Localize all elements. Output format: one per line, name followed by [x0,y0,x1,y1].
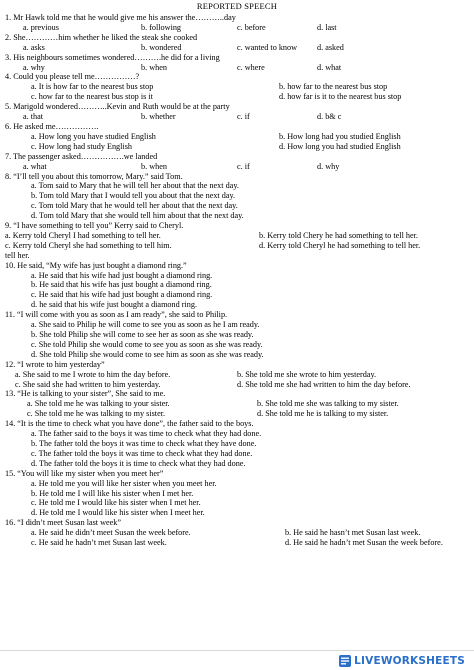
option-d[interactable]: d. She told Philip she would come to see him as soon as she was ready. [31,349,264,359]
option-c[interactable]: c. Kerry told Cheryl she had something to tell him. [5,240,172,250]
option-a[interactable]: a. It is how far to the nearest bus stop [31,82,154,92]
liveworksheets-logo-icon [339,655,351,667]
option-a[interactable]: a. The father said to the boys it was time to check what they had done. [31,429,262,439]
option-d[interactable]: d. He told me I would like his sister when I meet her. [31,508,205,518]
question-list [5,13,467,548]
question-options [5,231,467,241]
liveworksheets-logo[interactable] [339,654,465,667]
option-c[interactable]: c. where [237,62,265,72]
question-options [5,528,467,538]
option-a[interactable]: a. She told me he was talking to your sister. [27,399,170,409]
option-b[interactable]: b. following [141,22,182,32]
option-d[interactable]: d. He said he hadn’t met Susan the week before. [285,538,443,548]
option-a[interactable]: a. what [23,161,47,171]
option-c[interactable]: c. if [237,161,250,171]
option-d[interactable]: d. what [317,62,342,72]
question-stem: 15. “You will like my sister when you meet her” [5,468,164,478]
question-stem: 8. “I’ll tell you about this tomorrow, Mary.” said Tom. [5,171,183,181]
question-options [5,380,467,390]
question-stem: 10. He said, “My wife has just bought a diamond ring.” [5,260,187,270]
question-stem: 5. Marigold wondered………..Kevin and Ruth would be at the party [5,102,230,112]
question-stem: 16. “I didn’t meet Susan last week” [5,518,122,528]
option-c[interactable]: c. He said that his wife had just bought a diamond ring. [31,290,213,300]
question-stem: 1. Mr Hawk told me that he would give me his answer the………..day [5,13,236,22]
option-a[interactable]: a. asks [23,42,45,52]
option-a[interactable]: a. She said to Philip he will come to see you as soon as he I am ready. [31,320,260,330]
option-c[interactable]: c. Tom told Mary that he would tell her about that the next day. [31,201,238,211]
option-a[interactable]: a. How long you have studied English [31,131,156,141]
option-c[interactable]: c. how far to the nearest bus stop is it [31,92,153,102]
question-options [5,162,467,172]
option-a[interactable]: a. Tom said to Mary that he will tell her about that the next day. [31,181,239,191]
option-b[interactable]: b. He said he hasn’t met Susan last week. [285,528,421,538]
option-c[interactable]: c. wanted to know [237,42,298,52]
question-stem: 12. “I wrote to him yesterday” [5,359,105,369]
option-b[interactable]: b. How long had you studied English [279,131,401,141]
option-b[interactable]: b. whether [141,112,176,122]
option-b[interactable]: b. She told me she wrote to him yesterday. [237,369,377,379]
option-b[interactable]: b. She told me she was talking to my sister. [257,399,399,409]
question-stem: 2. She…………him whether he liked the steak she cooked [5,32,198,42]
option-a[interactable]: a. He told me you will like her sister when you meet her. [31,478,217,488]
option-c[interactable]: c. She said she had written to him yesterday. [15,379,161,389]
question-stem: 7. The passenger asked…………….we landed [5,151,158,161]
option-d[interactable]: d. She told me he is talking to my sister. [257,409,389,419]
option-c[interactable]: c. He told me I would like his sister when I met her. [31,498,201,508]
question-options [5,241,467,251]
option-b[interactable]: b. how far to the nearest bus stop [279,82,388,92]
option-a[interactable]: a. Kerry told Cheryl I had something to tell her. [5,230,161,240]
option-a[interactable]: a. why [23,62,45,72]
option-d[interactable]: d. how far is it to the nearest bus stop [279,92,402,102]
question-options [5,92,467,102]
option-c[interactable]: c. He said he hadn’t met Susan last week. [31,538,167,548]
option-c[interactable]: c. The father told the boys it was time to check what they had done. [31,448,253,458]
option-b[interactable]: b. He said that his wife has just bought a diamond ring. [31,280,212,290]
question-options [5,409,467,419]
option-b[interactable]: b. Kerry told Chery he had something to tell her. [259,230,418,240]
option-b[interactable]: b. Tom told Mary that I would tell you about that the next day. [31,191,236,201]
option-c[interactable]: c. How long had study English [31,141,132,151]
option-a[interactable]: a. previous [23,22,59,32]
option-d[interactable]: d. The father told the boys it is time to check what they had done. [31,458,246,468]
option-a[interactable]: a. He said that his wife had just bought a diamond ring. [31,270,213,280]
option-b[interactable]: b. She told Philip she will come to see her as soon as she was ready. [31,330,254,339]
option-d[interactable]: d. last [317,22,337,32]
question-options [5,132,467,142]
question-options [5,370,467,380]
footer-bar [0,650,474,670]
question-options [5,63,467,73]
option-a[interactable]: a. He said he didn’t meet Susan the week before. [31,528,191,538]
option-b[interactable]: b. He told me I will like his sister when I met her. [31,488,194,498]
option-d[interactable]: d. asked [317,42,344,52]
question-options [5,82,467,92]
question-options [5,23,467,33]
question-options [5,112,467,122]
option-c[interactable]: c. She told Philip she would come to see you as soon as she was ready. [31,339,263,349]
question-stem: 11. “I will come with you as soon as I am ready”, she said to Philip. [5,310,228,320]
option-b[interactable]: b. The father told the boys it was time to check what they have done. [31,438,257,448]
option-d[interactable]: d. Tom told Mary that she would tell him about that the next day. [31,211,244,221]
option-a[interactable]: a. She said to me I wrote to him the day before. [15,369,171,379]
option-d-continued: tell her. [5,250,30,260]
option-d[interactable]: d. why [317,161,340,171]
question-stem: 3. His neighbours sometimes wondered……….he did for a living [5,52,220,62]
question-options [5,142,467,152]
option-b[interactable]: b. wondered [141,42,182,52]
brand-name: LIVEWORKSHEETS [354,654,465,667]
option-b[interactable]: b. when [141,161,167,171]
option-d[interactable]: d. he said that his wife just bought a diamond ring. [31,300,198,310]
question-stem: 14. “It is the time to check what you have done”, the father said to the boys. [5,419,254,429]
page-title: REPORTED SPEECH [196,1,278,11]
question-stem: 4. Could you please tell me……………? [5,72,140,82]
option-d[interactable]: d. Kerry told Cheryl he had something to tell her. [259,240,421,250]
option-d[interactable]: d. How long you had studied English [279,141,401,151]
question-options [5,399,467,409]
option-c[interactable]: c. She told me he was talking to my sister. [27,409,166,419]
option-b[interactable]: b. when [141,62,167,72]
question-options [5,43,467,53]
option-c[interactable]: c. if [237,112,250,122]
question-stem: 9. “I have something to tell you” Kerry said to Cheryl. [5,221,184,231]
option-c[interactable]: c. before [237,22,266,32]
question-options [5,538,467,548]
question-stem: 13. “He is talking to your sister”, She said to me. [5,389,166,399]
question-stem: 6. He asked me……………. [5,121,99,131]
option-d[interactable]: d. b& c [317,112,342,122]
option-d[interactable]: d. She told me she had written to him the day before. [237,379,411,389]
option-a[interactable]: a. that [23,112,44,122]
